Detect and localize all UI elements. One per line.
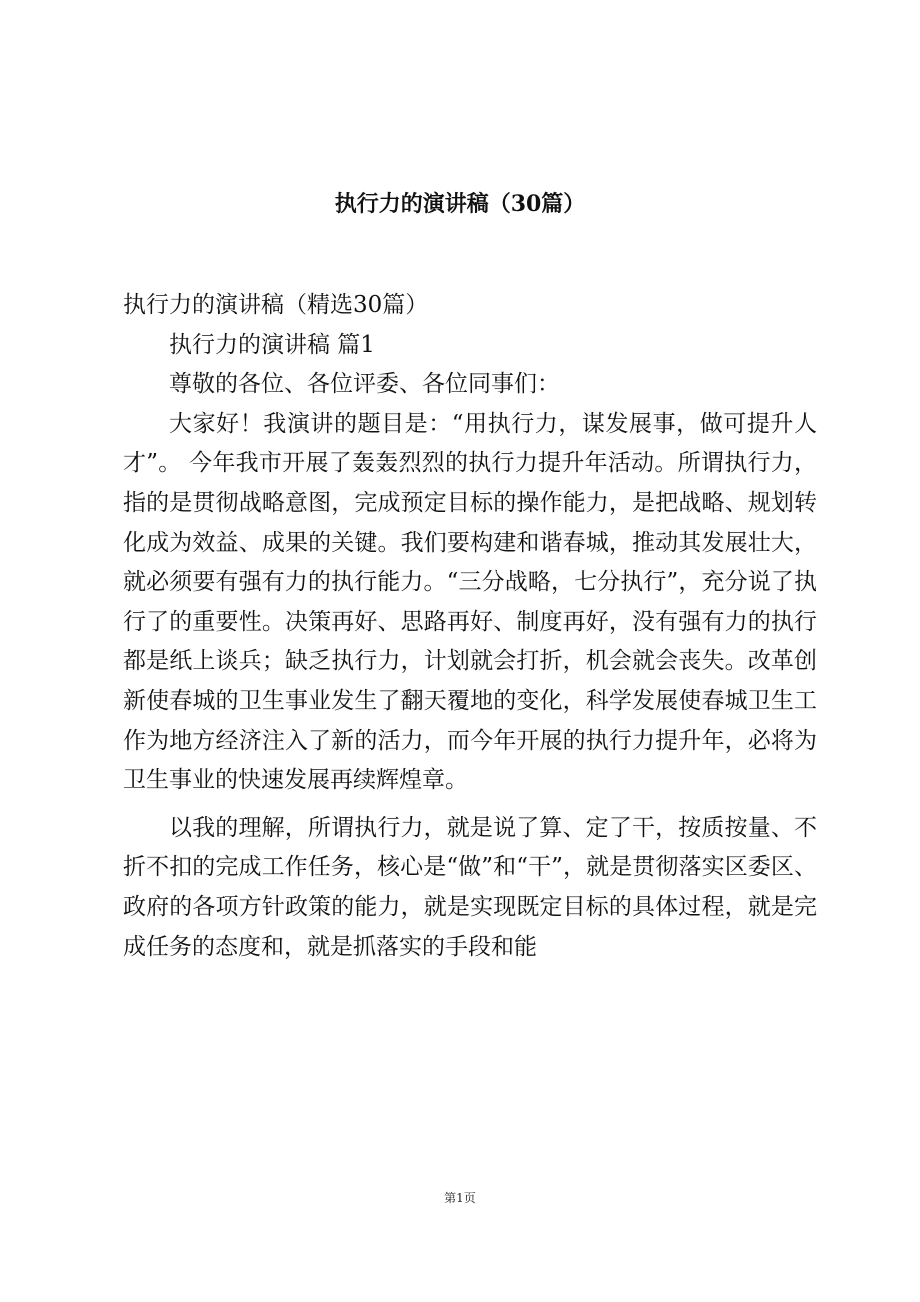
body-paragraph: 以我的理解，所谓执行力，就是说了算、定了干，按质按量、不折不扣的完成工作任务，核心是“做”和“干”，就是贯彻落实区委区、政府的各项方针政策的能力，就是实现既定目标的具体过程，就是完成任务的态度和，就是抓落实的手段和能: [123, 814, 817, 960]
salutation: 尊敬的各位、各位评委、各位同事们：: [169, 371, 560, 398]
document-subtitle: 执行力的演讲稿（精选30篇）: [123, 292, 429, 318]
document-title: 执行力的演讲稿（30篇）: [334, 191, 586, 217]
body-paragraph: 大家好！我演讲的题目是：“用执行力，谋发展事，做可提升人才”。 今年我市开展了轰轰烈烈的执行力提升年活动。所谓执行力，指的是贯彻战略意图，完成预定目标的操作能力，是把战略、规划转化成为效益、成果的关键。我们要构建和谐春城，推动其发展壮大，就必须要有强有力的执行能力。“三分战略，七分执行”，充分说了执行了的重要性。决策再好、思路再好、制度再好，没有强有力的执行都是纸上谈兵；缺乏执行力，计划就会打折，机会就会丧失。改革创新使春城的卫生事业发生了翻天覆地的变化，科学发展使春城卫生工作为地方经济注入了新的活力，而今年开展的执行力提升年，必将为卫生事业的快速发展再续辉煌章。: [123, 410, 817, 794]
document-body: [123, 286, 817, 967]
section-heading: 执行力的演讲稿 篇1: [169, 331, 375, 358]
page-number: 第1页: [444, 1191, 476, 1205]
